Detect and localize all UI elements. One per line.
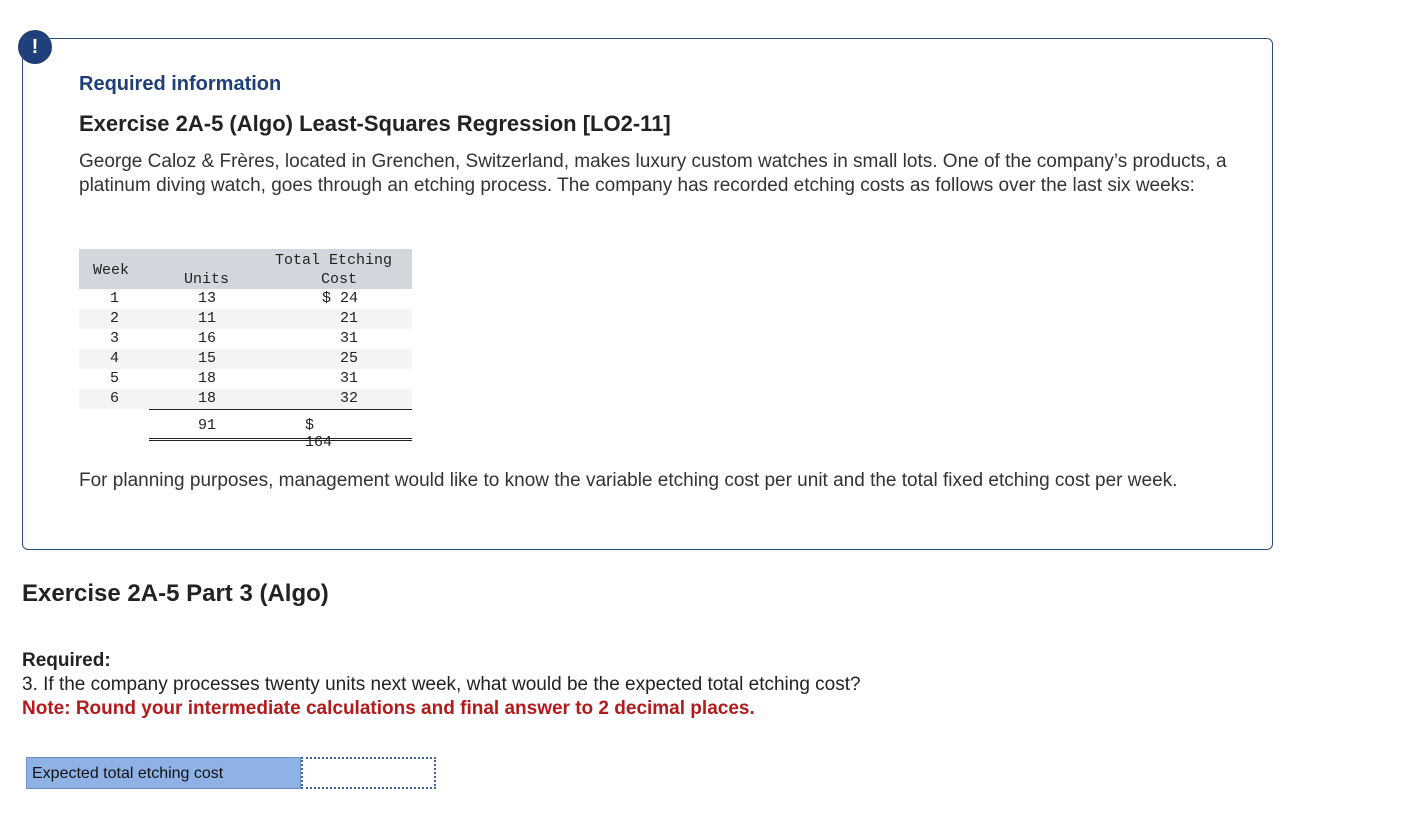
header-cost: Cost bbox=[321, 271, 358, 288]
table-row bbox=[79, 389, 412, 409]
exercise-title: Exercise 2A-5 (Algo) Least-Squares Regression [LO2-11] bbox=[79, 111, 671, 136]
header-units: Units bbox=[184, 271, 230, 288]
required-label: Required: bbox=[22, 650, 111, 671]
expected-total-etching-cost-input[interactable] bbox=[301, 757, 436, 789]
part-title: Exercise 2A-5 Part 3 (Algo) bbox=[22, 580, 329, 607]
question-text: 3. If the company processes twenty units next week, what would be the expected total etching cost? bbox=[22, 674, 861, 695]
table-row bbox=[79, 349, 412, 369]
table-row bbox=[79, 309, 412, 329]
answer-label: Expected total etching cost bbox=[26, 757, 301, 789]
total-double-rule bbox=[149, 438, 412, 441]
cost-cell: 32 bbox=[339, 390, 358, 407]
subtotal-rule bbox=[149, 409, 412, 410]
week-cell: 5 bbox=[110, 370, 120, 387]
units-cell: 15 bbox=[198, 350, 217, 367]
cost-cell: $ 24 bbox=[321, 290, 358, 307]
table-header bbox=[79, 249, 412, 289]
units-cell: 18 bbox=[198, 390, 217, 407]
week-cell: 2 bbox=[110, 310, 120, 327]
units-cell: 13 bbox=[198, 290, 217, 307]
units-cell: 16 bbox=[198, 330, 217, 347]
week-cell: 3 bbox=[110, 330, 120, 347]
cost-cell: 31 bbox=[339, 330, 358, 347]
intro-paragraph: George Caloz & Frères, located in Grenchen, Switzerland, makes luxury custom watches in small lots. One of the company’s products, a platinum diving watch, goes through an etching process. The company has recorded etching costs as follows over the last six weeks: bbox=[79, 151, 1227, 196]
required-information-heading: Required information bbox=[79, 73, 282, 95]
week-cell: 6 bbox=[110, 390, 120, 407]
cost-cell: 31 bbox=[339, 370, 358, 387]
rounding-note: Note: Round your intermediate calculations and final answer to 2 decimal places. bbox=[22, 698, 755, 719]
week-cell: 4 bbox=[110, 350, 120, 367]
total-units: 91 bbox=[198, 417, 217, 434]
table-row bbox=[79, 289, 412, 309]
week-cell: 1 bbox=[110, 290, 120, 307]
table-row bbox=[79, 369, 412, 389]
units-cell: 11 bbox=[198, 310, 217, 327]
header-total-etching: Total Etching bbox=[275, 252, 393, 269]
alert-icon: ! bbox=[18, 30, 52, 64]
cost-cell: 21 bbox=[339, 310, 358, 327]
table-row bbox=[79, 329, 412, 349]
units-cell: 18 bbox=[198, 370, 217, 387]
cost-cell: 25 bbox=[339, 350, 358, 367]
total-cost: $ 164 bbox=[305, 417, 333, 451]
planning-paragraph: For planning purposes, management would like to know the variable etching cost per unit and the total fixed etching cost per week. bbox=[79, 470, 1178, 491]
header-week: Week bbox=[93, 262, 130, 279]
